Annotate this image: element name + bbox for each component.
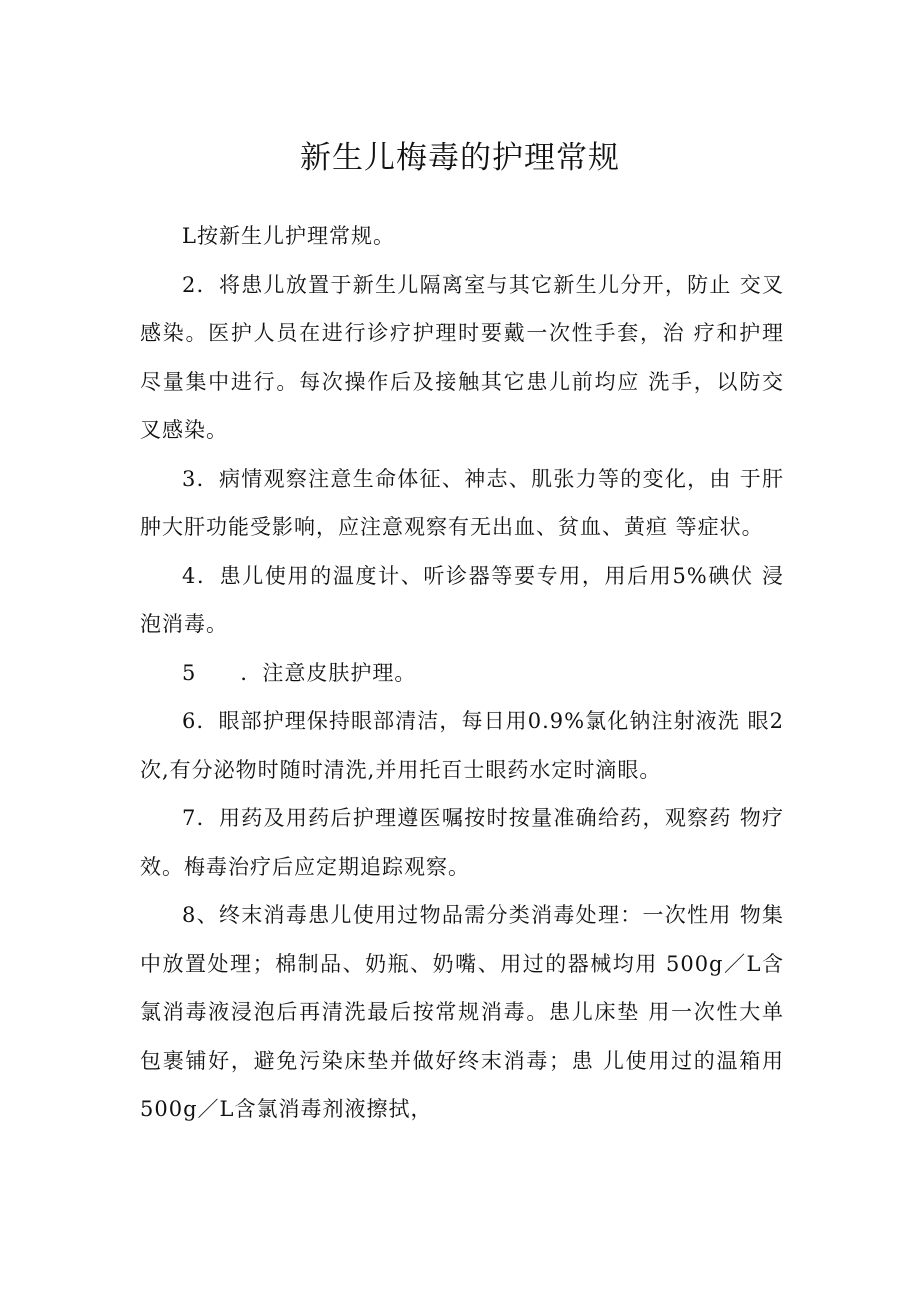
document-title: 新生儿梅毒的护理常规 — [300, 140, 620, 176]
paragraph-3: 3．病情观察注意生命体征、神志、肌张力等的变化，由 于肝肿大肝功能受影响，应注意观察有无出血、贫血、黄疸 等症状。 — [140, 466, 784, 539]
paragraph-2: 2．将患儿放置于新生儿隔离室与其它新生儿分开，防止 交叉感染。医护人员在进行诊疗护理时要戴一次性手套，治 疗和护理尽量集中进行。每次操作后及接触其它患儿前均应 洗手，以防交叉感染。 — [140, 272, 784, 442]
paragraph-6: 6．眼部护理保持眼部清洁，每日用0.9%氯化钠注射液洗 眼2次,有分泌物时随时清洗,并用托百士眼药水定时滴眼。 — [140, 709, 784, 782]
paragraph-4: 4．患儿使用的温度计、听诊器等要专用，用后用5%碘伏 浸泡消毒。 — [140, 563, 784, 636]
paragraph-1: L按新生儿护理常规。 — [182, 224, 395, 248]
paragraph-7: 7．用药及用药后护理遵医嘱按时按量准确给药，观察药 物疗效。梅毒治疗后应定期追踪观察。 — [140, 806, 784, 879]
paragraph-8: 8、终末消毒患儿使用过物品需分类消毒处理：一次性用 物集中放置处理；棉制品、奶瓶、奶嘴、用过的器械均用 500g／L含氯消毒液浸泡后再清洗最后按常规消毒。患儿床垫 用一次性大单包裹铺好，避免污染床垫并做好终末消毒；患 儿使用过的温箱用500g／L含氯消毒剂液擦拭， — [140, 903, 784, 1121]
paragraph-5: 5 ．注意皮肤护理。 — [182, 660, 417, 685]
document-body — [140, 212, 784, 1134]
